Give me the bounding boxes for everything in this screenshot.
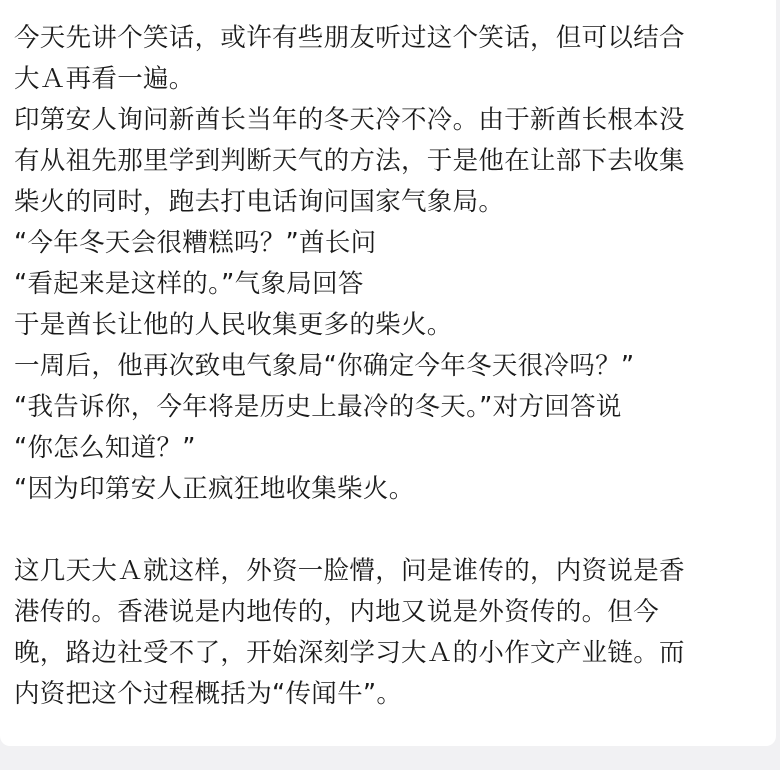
post-line: 港传的。香港说是内地传的，内地又说是外资传的。但今 — [14, 597, 660, 627]
post-line: 大Ａ再看一遍。 — [14, 64, 195, 94]
post-line: “你怎么知道？” — [14, 433, 196, 463]
post-line: 有从祖先那里学到判断天气的方法，于是他在让部下去收集 — [14, 146, 685, 176]
post-line: 印第安人询问新酋长当年的冬天冷不冷。由于新酋长根本没 — [14, 105, 685, 135]
post-line: 柴火的同时，跑去打电话询问国家气象局。 — [14, 187, 505, 217]
post-line: 这几天大Ａ就这样，外资一脸懵，问是谁传的，内资说是香 — [14, 556, 685, 586]
post-line: “今年冬天会很糟糕吗？”酋长问 — [14, 228, 377, 258]
post-line: 一周后，他再次致电气象局“你确定今年冬天很冷吗？” — [14, 351, 635, 381]
paragraph-spacer — [14, 510, 764, 551]
post-line: “我告诉你，今年将是历史上最冷的冬天。”对方回答说 — [14, 392, 622, 422]
post-body — [14, 18, 764, 715]
post-line: 晚，路边社受不了，开始深刻学习大Ａ的小作文产业链。而 — [14, 638, 685, 668]
post-line: 于是酋长让他的人民收集更多的柴火。 — [14, 310, 453, 340]
post-line: 内资把这个过程概括为“传闻牛”。 — [14, 679, 403, 709]
post-line: “看起来是这样的。”气象局回答 — [14, 269, 364, 299]
post-line: “因为印第安人正疯狂地收集柴火。 — [14, 474, 415, 504]
post-line: 今天先讲个笑话，或许有些朋友听过这个笑话，但可以结合 — [14, 23, 685, 53]
